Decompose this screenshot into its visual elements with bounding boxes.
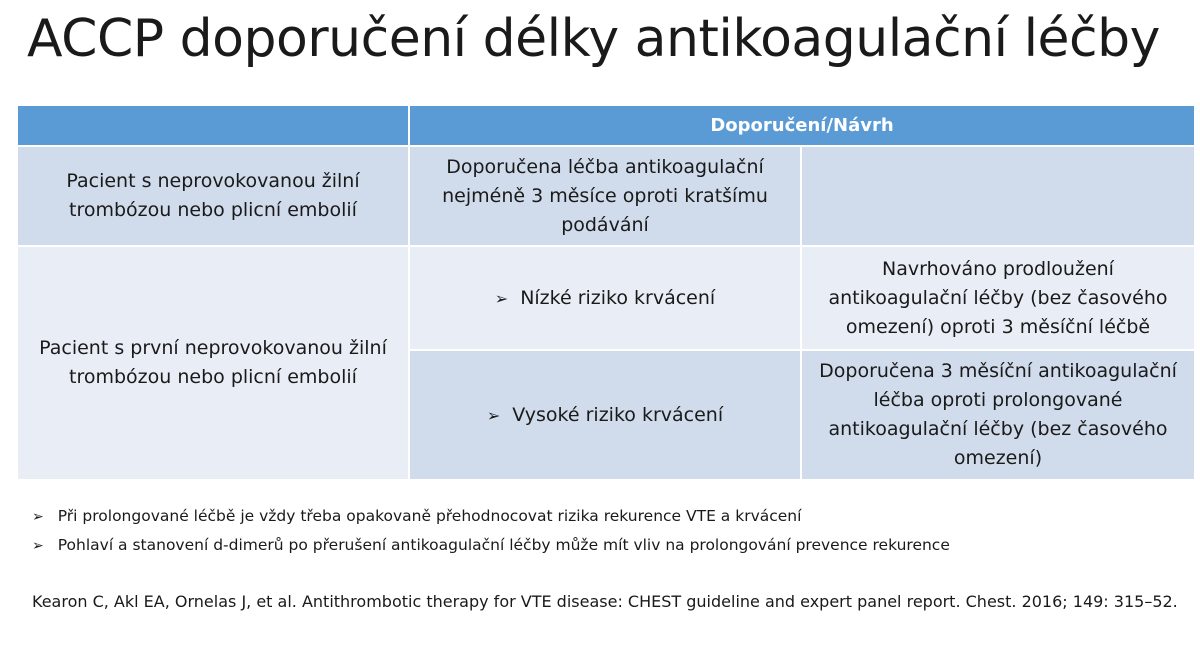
three-month-therapy-recommendation-cell: Doporučena 3 měsíční antikoagulační léčba oproti prolongované antikoagulační léčby (bez časového omezení) <box>801 350 1195 480</box>
list-item <box>32 502 950 531</box>
table-row <box>17 146 1195 246</box>
list-item <box>32 531 950 560</box>
recommendation-table <box>16 104 1196 481</box>
header-empty-cell <box>17 105 409 146</box>
high-bleeding-risk-label: Vysoké riziko krvácení <box>512 403 724 426</box>
extended-therapy-suggestion-cell: Navrhováno prodloužení antikoagulační léčby (bez časového omezení) oproti 3 měsíční léčbě <box>801 246 1195 350</box>
arrow-bullet-icon: ➢ <box>494 288 509 308</box>
recommendation-3-months-cell: Doporučena léčba antikoagulační nejméně 3 měsíce oproti kratšímu podávání <box>409 146 801 246</box>
note-text: Při prolongované léčbě je vždy třeba opakovaně přehodnocovat rizika rekurence VTE a krvácení <box>57 507 802 525</box>
low-bleeding-risk-cell <box>409 246 801 350</box>
table-row <box>17 246 1195 350</box>
note-text: Pohlaví a stanovení d-dimerů po přerušení antikoagulační léčby může mít vliv na prolongování prevence rekurence <box>57 536 950 554</box>
arrow-bullet-icon: ➢ <box>486 405 501 425</box>
notes-list <box>32 502 950 560</box>
high-bleeding-risk-cell <box>409 350 801 480</box>
table-header-row <box>17 105 1195 146</box>
low-bleeding-risk-label: Nízké riziko krvácení <box>520 286 716 309</box>
reference-citation: Kearon C, Akl EA, Ornelas J, et al. Antithrombotic therapy for VTE disease: CHEST guideline and expert panel report. Chest. 2016; 149: 315–52. <box>32 592 1178 611</box>
patient-first-unprovoked-cell: Pacient s první neprovokovanou žilní trombózou nebo plicní embolií <box>17 246 409 480</box>
patient-unprovoked-cell: Pacient s neprovokovanou žilní trombózou nebo plicní embolií <box>17 146 409 246</box>
header-recommendation: Doporučení/Návrh <box>409 105 1195 146</box>
empty-cell <box>801 146 1195 246</box>
slide-title: ACCP doporučení délky antikoagulační léčby <box>27 9 1160 69</box>
arrow-bullet-icon: ➢ <box>32 538 44 554</box>
arrow-bullet-icon: ➢ <box>32 509 44 525</box>
